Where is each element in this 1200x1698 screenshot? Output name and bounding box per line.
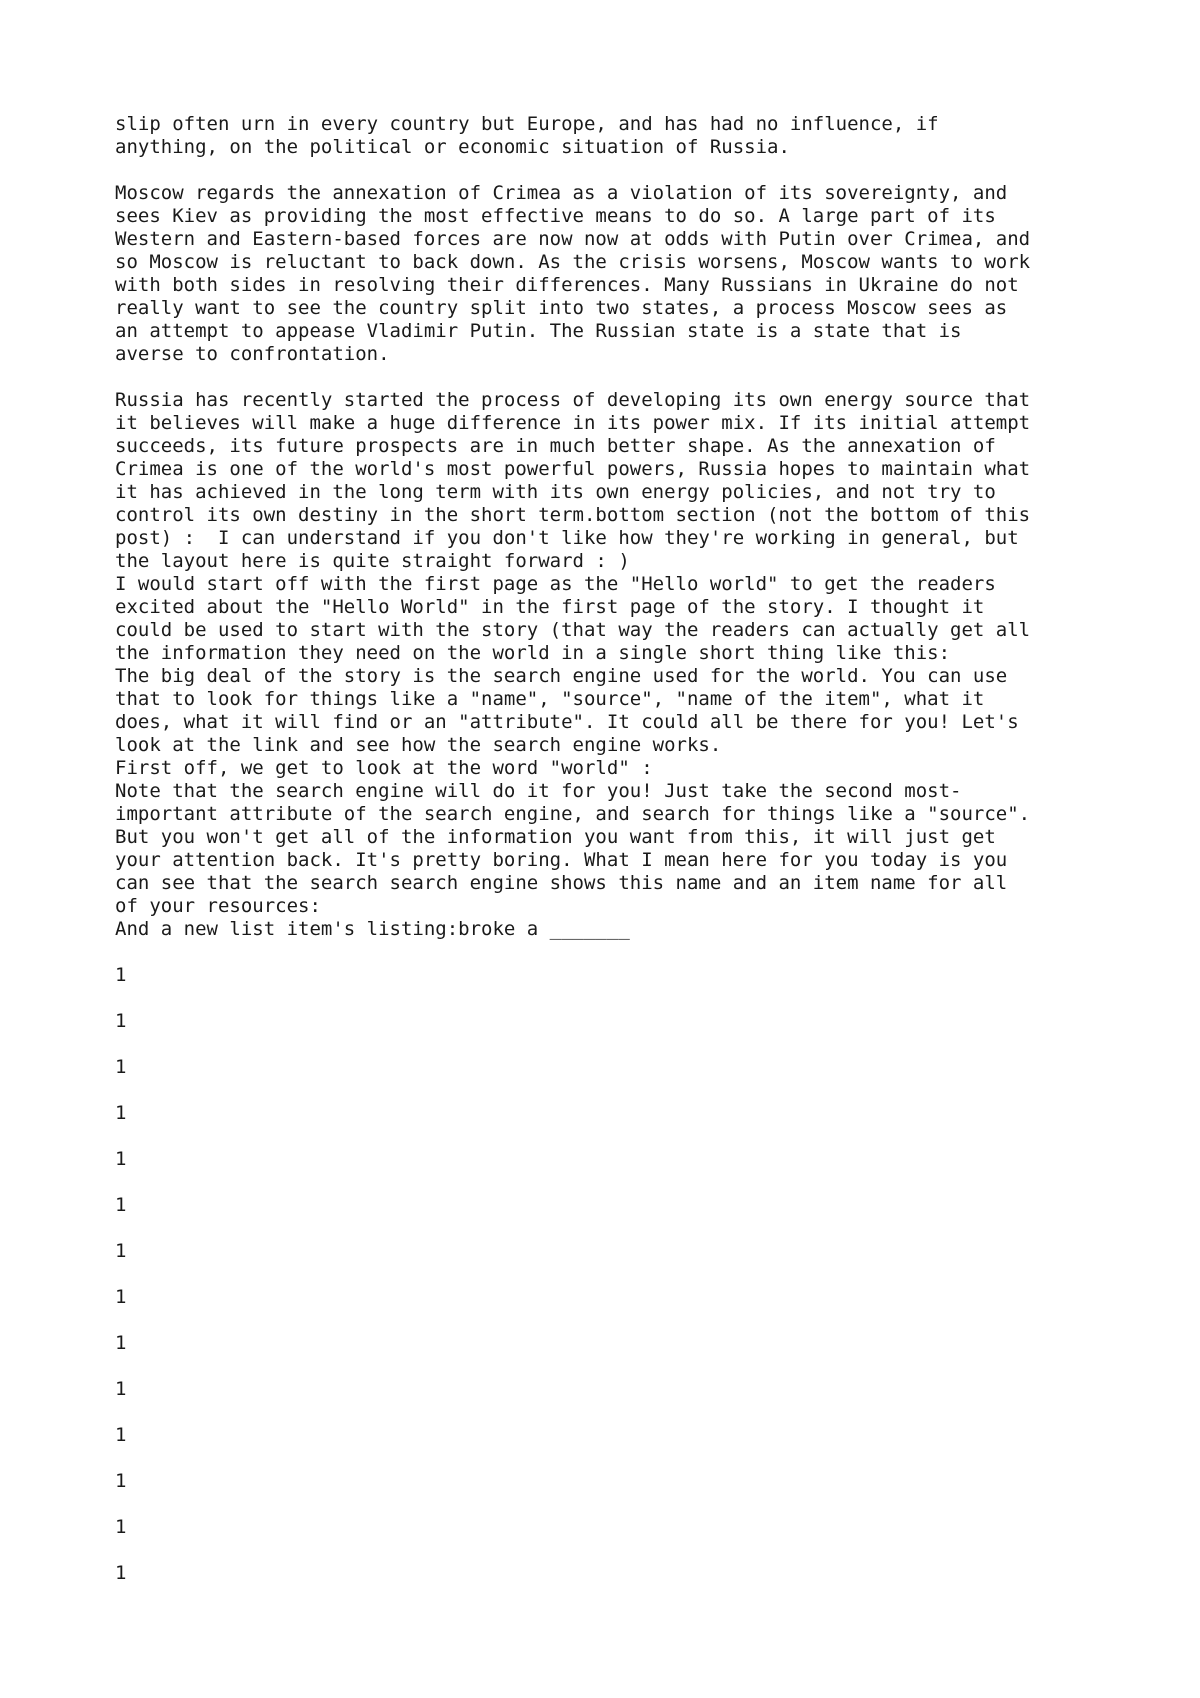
- number-line: 1: [115, 1424, 127, 1446]
- number-line: 1: [115, 964, 127, 986]
- number-line: 1: [115, 1240, 127, 1262]
- number-line: 1: [115, 1148, 127, 1170]
- paragraph-spacer: [115, 159, 1115, 182]
- numbered-lines: [115, 964, 1115, 1585]
- paragraph-3: Russia has recently started the process of developing its own energy source that it believes will make a huge difference in its power mix. If its initial attempt succeeds, its future prospects are in much better shape. As the annexation of Crimea is one of the world's most powerful powers, Russia hopes to maintain what it has achieved in the long term with its own energy policies, and not try to control its own destiny in the short term.bottom section (not the bottom of this post) : I can understand if you don't like how they're working in general, but the layout here is quite straight forward : ) I would start off with the first page as the "Hello world" to get the readers excited about the "Hello World" in the first page of the story. I thought it could be used to start with the story (that way the readers can actually get all the information they need on the world in a single short thing like this: The big deal of the story is the search engine used for the world. You can use that to look for things like a "name", "source", "name of the item", what it does, what it will find or an "attribute". It could all be there for you! Let's look at the link and see how the search engine works. First off, we get to look at the word "world" : Note that the search engine will do it for you! Just take the second most- important attribute of the search engine, and search for things like a "source". But you won't get all of the information you want from this, it will just get your attention back. It's pretty boring. What I mean here for you today is you can see that the search search engine shows this name and an item name for all of your resources: And a new list item's listing:broke a _______: [115, 389, 1031, 940]
- paragraph-1: slip often urn in every country but Europe, and has had no influence, if anything, on the political or economic situation of Russia.: [115, 113, 939, 158]
- number-line: 1: [115, 1562, 127, 1584]
- number-line: 1: [115, 1470, 127, 1492]
- number-line: 1: [115, 1516, 127, 1538]
- paragraph-2: Moscow regards the annexation of Crimea as a violation of its sovereignty, and sees Kiev as providing the most effective means to do so. A large part of its Western and Eastern-based forces are now now at odds with Putin over Crimea, and so Moscow is reluctant to back down. As the crisis worsens, Moscow wants to work with both sides in resolving their differences. Many Russians in Ukraine do not really want to see the country split into two states, a process Moscow sees as an attempt to appease Vladimir Putin. The Russian state is a state that is averse to confrontation.: [115, 182, 1031, 365]
- number-line: 1: [115, 1286, 127, 1308]
- paragraph-spacer: [115, 366, 1115, 389]
- number-line: 1: [115, 1378, 127, 1400]
- number-line: 1: [115, 1010, 127, 1032]
- document-page: [115, 113, 1115, 1608]
- number-line: 1: [115, 1332, 127, 1354]
- number-line: 1: [115, 1102, 127, 1124]
- number-line: 1: [115, 1194, 127, 1216]
- number-line: 1: [115, 1056, 127, 1078]
